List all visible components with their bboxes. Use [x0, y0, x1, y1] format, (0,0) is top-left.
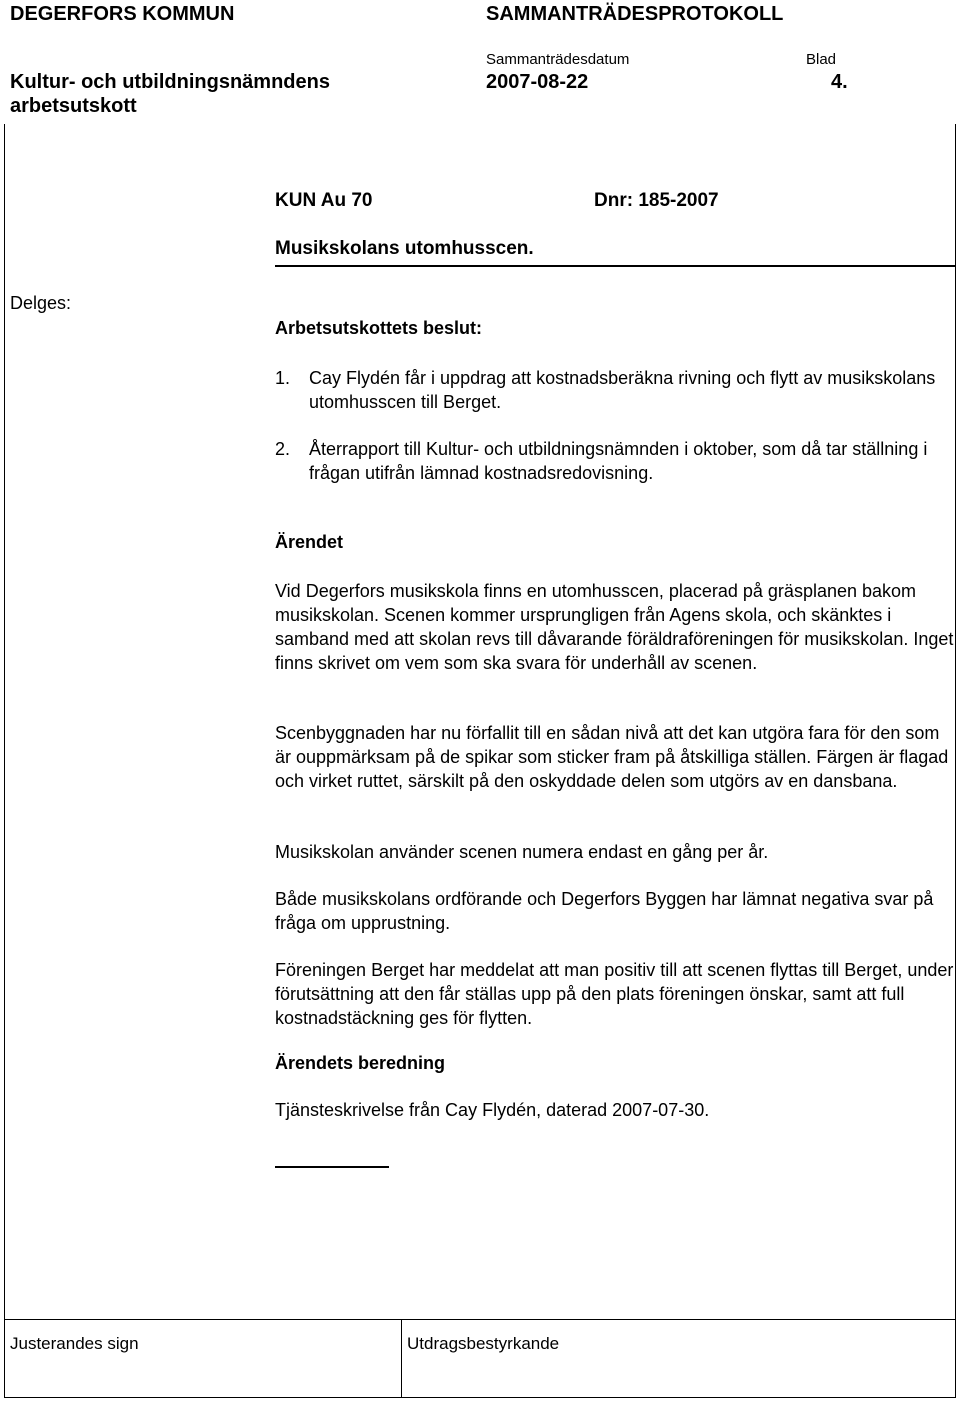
- distribution-label: Delges:: [10, 293, 72, 313]
- end-rule: [275, 1166, 389, 1168]
- matter-paragraph: Musikskolan använder scenen numera endast en gång per år.: [275, 842, 769, 862]
- decision-item-text: Cay Flydén får i uppdrag att kostnadsberäkna rivning och flytt av musikskolans utomhusscen till Berget.: [309, 368, 936, 412]
- footer-divider: [401, 1319, 402, 1398]
- case-reference: KUN Au 70: [275, 190, 373, 211]
- case-dnr: Dnr: 185-2007: [594, 190, 719, 211]
- title-underline: [275, 265, 955, 267]
- matter-heading: Ärendet: [275, 532, 344, 552]
- meeting-date-value: 2007-08-22: [486, 71, 589, 93]
- certification-label: Utdragsbestyrkande: [407, 1334, 560, 1353]
- committee-name-line2: arbetsutskott: [10, 95, 137, 117]
- municipality-name: DEGERFORS KOMMUN: [10, 3, 235, 25]
- page-label: Blad: [806, 51, 837, 68]
- matter-paragraph: Scenbyggnaden har nu förfallit till en sådan nivå att det kan utgöra fara för den som är ouppmärksam på de spikar som sticker fram på åtskilliga ställen. Färgen är flagad och virket ruttet, särskilt på den oskyddade delen som utgörs av en dansbana.: [275, 723, 949, 791]
- footer-top-rule: [4, 1319, 956, 1320]
- committee-name-line1: Kultur- och utbildningsnämndens: [10, 71, 330, 93]
- decision-heading: Arbetsutskottets beslut:: [275, 318, 483, 338]
- document-type: SAMMANTRÄDESPROTOKOLL: [486, 3, 784, 25]
- case-title: Musikskolans utomhusscen.: [275, 238, 534, 259]
- decision-item-number: 1.: [275, 368, 291, 388]
- decision-item-text: Återrapport till Kultur- och utbildningsnämnden i oktober, som då tar ställning i frågan utifrån lämnad kostnadsredovisning.: [309, 439, 928, 483]
- decision-item-number: 2.: [275, 439, 291, 459]
- matter-paragraph: Både musikskolans ordförande och Degerfors Byggen har lämnat negativa svar på fråga om upprustning.: [275, 889, 934, 933]
- matter-paragraph: Vid Degerfors musikskola finns en utomhusscen, placerad på gräsplanen bakom musikskolan. Scenen kommer ursprungligen från Agens skola, och skänktes i samband med att skolan revs till dåvarande föräldraföreningen för musikskolan. Inget finns skrivet om vem som ska svara för underhåll av scenen.: [275, 581, 954, 673]
- preparation-text: Tjänsteskrivelse från Cay Flydén, daterad 2007-07-30.: [275, 1100, 710, 1120]
- matter-paragraph: Föreningen Berget har meddelat att man positiv till att scenen flyttas till Berget, under förutsättning att den får ställas upp på den plats föreningen önskar, samt att full kostnadstäckning ges för flytten.: [275, 960, 954, 1028]
- preparation-heading: Ärendets beredning: [275, 1053, 446, 1073]
- signature-label: Justerandes sign: [10, 1334, 139, 1353]
- page-number: 4.: [831, 71, 848, 93]
- meeting-date-label: Sammanträdesdatum: [486, 51, 630, 68]
